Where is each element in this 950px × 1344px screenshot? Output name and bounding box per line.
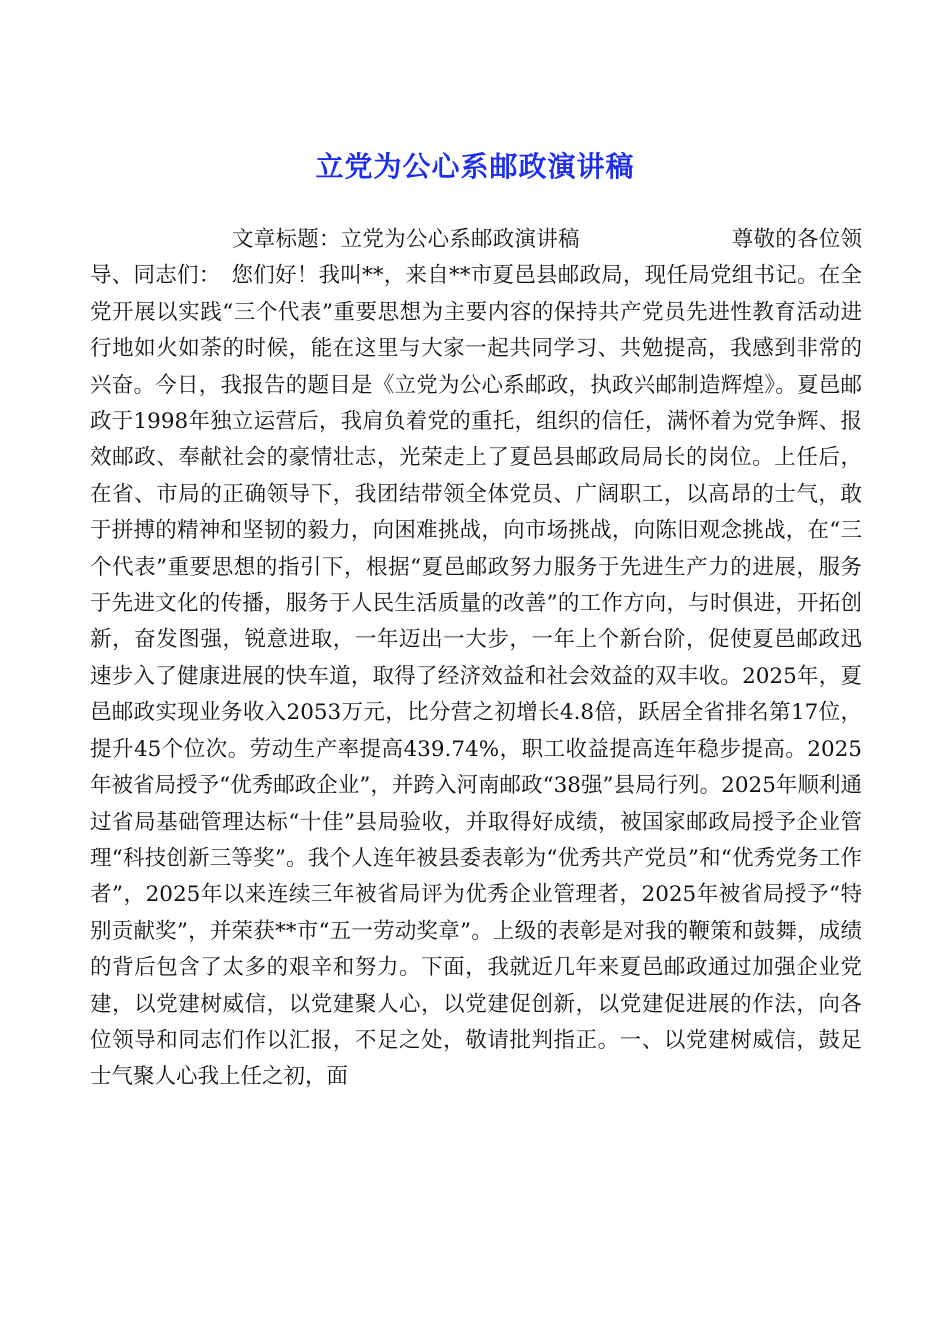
document-title: 立党为公心系邮政演讲稿 [315,149,635,183]
document-body: 文章标题：立党为公心系邮政演讲稿 尊敬的各位领导、同志们： 您们好！我叫**，来自**市夏邑县邮政局，现任局党组书记。在全党开展以实践“三个代表”重要思想为主要内容的保持共产党员先进性教育活动进行地如火如荼的时候，能在这里与大家一起共同学习、共勉提高，我感到非常的兴奋。今日，我报告的题目是《立党为公心系邮政，执政兴邮制造辉煌》。夏邑邮政于1998年独立运营后，我肩负着党的重托，组织的信任，满怀着为党争辉、报效邮政、奉献社会的豪情壮志，光荣走上了夏邑县邮政局局长的岗位。上任后，在省、市局的正确领导下，我团结带领全体党员、广阔职工，以高昂的士气，敢于拼搏的精神和坚韧的毅力，向困难挑战，向市场挑战，向陈旧观念挑战，在“三个代表”重要思想的指引下，根据“夏邑邮政努力服务于先进生产力的进展，服务于先进文化的传播，服务于人民生活质量的改善”的工作方向，与时俱进，开拓创新，奋发图强，锐意进取，一年迈出一大步，一年上个新台阶，促使夏邑邮政迅速步入了健康进展的快车道，取得了经济效益和社会效益的双丰收。2025年，夏邑邮政实现业务收入2053万元，比分营之初增长4.8倍，跃居全省排名第17位，提升45个位次。劳动生产率提高439.74%，职工收益提高连年稳步提高。2025年被省局授予“优秀邮政企业”，并跨入河南邮政“38强”县局行列。2025年顺利通过省局基础管理达标“十佳”县局验收，并取得好成绩，被国家邮政局授予企业管理“科技创新三等奖”。我个人连年被县委表彰为“优秀共产党员”和“优秀党务工作者”，2025年以来连续三年被省局评为优秀企业管理者，2025年被省局授予“特别贡献奖”，并荣获**市“五一劳动奖章”。上级的表彰是对我的鞭策和鼓舞，成绩的背后包含了太多的艰辛和努力。下面，我就近几年来夏邑邮政通过加强企业党建，以党建树威信，以党建聚人心，以党建促创新，以党建促进展的作法，向各位领导和同志们作以汇报，不足之处，敬请批判指正。一、以党建树威信，鼓足士气聚人心我上任之初，面 [90,227,862,1090]
